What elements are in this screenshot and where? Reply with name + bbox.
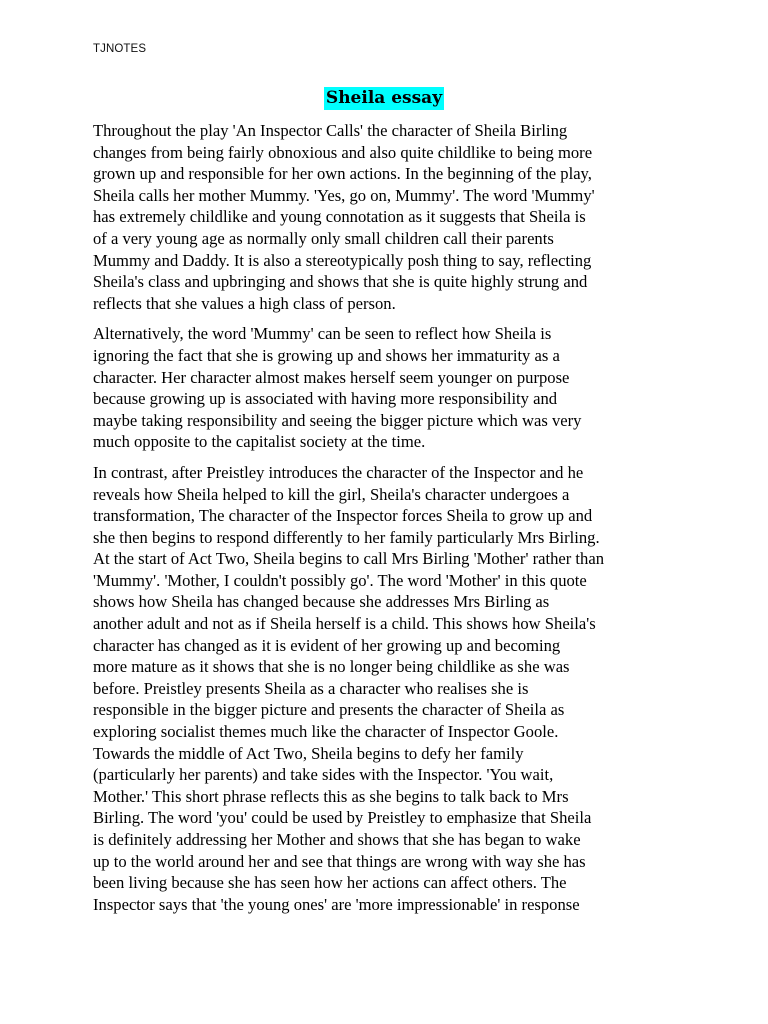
essay-line: exploring socialist themes much like the character of Inspector Goole. xyxy=(93,722,559,742)
essay-line: In contrast, after Preistley introduces the character of the Inspector and he xyxy=(93,462,584,482)
essay-line: At the start of Act Two, Sheila begins to call Mrs Birling 'Mother' rather than xyxy=(93,549,604,569)
essay-line: Alternatively, the word 'Mummy' can be seen to reflect how Sheila is xyxy=(93,324,552,344)
essay-line: (particularly her parents) and take sides with the Inspector. 'You wait, xyxy=(93,765,554,785)
essay-paragraph xyxy=(93,323,679,453)
essay-line: she then begins to respond differently to her family particularly Mrs Birling. xyxy=(93,527,600,547)
essay-line: ignoring the fact that she is growing up and shows her immaturity as a xyxy=(93,345,560,365)
essay-line: responsible in the bigger picture and presents the character of Sheila as xyxy=(93,700,565,720)
essay-line: Sheila's class and upbringing and shows that she is quite highly strung and xyxy=(93,272,588,292)
essay-line: much opposite to the capitalist society at the time. xyxy=(93,432,426,452)
essay-paragraph xyxy=(93,120,679,314)
title-container xyxy=(0,87,768,110)
essay-line: reveals how Sheila helped to kill the girl, Sheila's character undergoes a xyxy=(93,484,570,504)
essay-line: has extremely childlike and young connotation as it suggests that Sheila is xyxy=(93,207,586,227)
essay-line: up to the world around her and see that things are wrong with way she has xyxy=(93,851,586,871)
essay-line: shows how Sheila has changed because she addresses Mrs Birling as xyxy=(93,592,550,612)
essay-line: Towards the middle of Act Two, Sheila begins to defy her family xyxy=(93,743,524,763)
essay-line: been living because she has seen how her actions can affect others. The xyxy=(93,873,567,893)
essay-line: Mother.' This short phrase reflects this as she begins to talk back to Mrs xyxy=(93,786,569,806)
essay-line: Birling. The word 'you' could be used by Preistley to emphasize that Sheila xyxy=(93,808,592,828)
essay-line: grown up and responsible for her own actions. In the beginning of the play, xyxy=(93,164,592,184)
essay-body xyxy=(93,120,679,924)
essay-line: character. Her character almost makes herself seem younger on purpose xyxy=(93,367,570,387)
essay-line: is definitely addressing her Mother and shows that she has began to wake xyxy=(93,830,581,849)
essay-line: 'Mummy'. 'Mother, I couldn't possibly go'. The word 'Mother' in this quote xyxy=(93,570,587,590)
essay-line: reflects that she values a high class of person. xyxy=(93,293,396,313)
essay-line: before. Preistley presents Sheila as a character who realises she is xyxy=(93,678,529,698)
essay-line: more mature as it shows that she is no longer being childlike as she was xyxy=(93,657,570,677)
essay-line: character has changed as it is evident of her growing up and becoming xyxy=(93,635,561,655)
essay-line: maybe taking responsibility and seeing the bigger picture which was very xyxy=(93,410,582,430)
header-label: TJNOTES xyxy=(93,43,147,55)
essay-line: changes from being fairly obnoxious and also quite childlike to being more xyxy=(93,142,593,162)
page-title: Sheila essay xyxy=(325,88,443,108)
essay-paragraph xyxy=(93,462,679,915)
essay-line: of a very young age as normally only small children call their parents xyxy=(93,228,554,248)
essay-line: transformation, The character of the Inspector forces Sheila to grow up and xyxy=(93,506,593,526)
essay-line: Mummy and Daddy. It is also a stereotypically posh thing to say, reflecting xyxy=(93,250,592,270)
essay-line: because growing up is associated with having more responsibility and xyxy=(93,389,558,409)
essay-line: another adult and not as if Sheila herself is a child. This shows how Sheila's xyxy=(93,614,596,634)
essay-line: Sheila calls her mother Mummy. 'Yes, go on, Mummy'. The word 'Mummy' xyxy=(93,185,595,205)
essay-line: Throughout the play 'An Inspector Calls' the character of Sheila Birling xyxy=(93,121,568,140)
essay-line: Inspector says that 'the young ones' are 'more impressionable' in response xyxy=(93,894,580,914)
